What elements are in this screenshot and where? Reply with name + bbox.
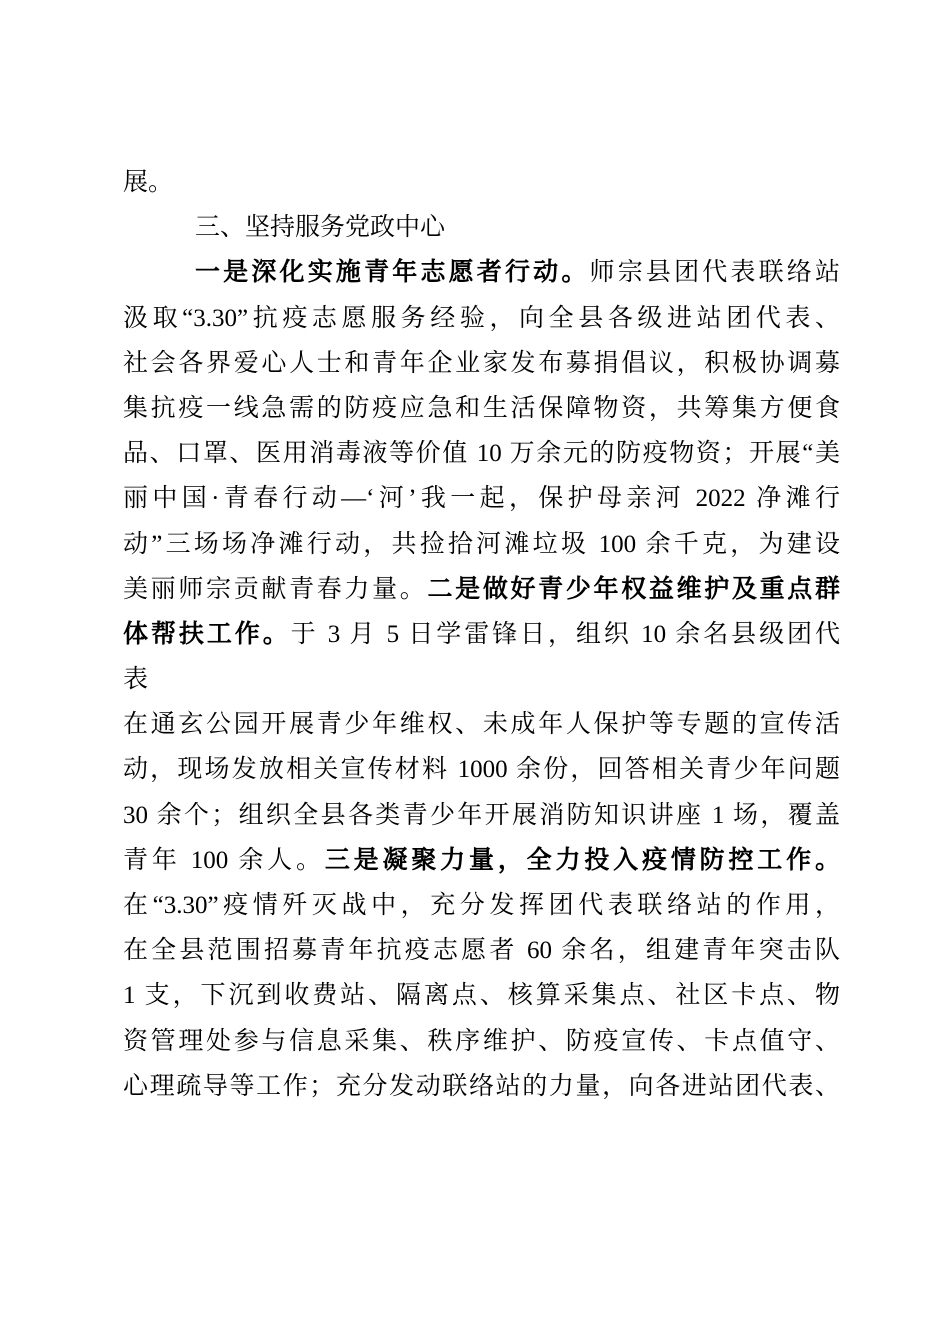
text-line: [123, 205, 840, 250]
text-line: [123, 476, 840, 521]
text-line: [123, 702, 840, 747]
text-run: 展。: [123, 169, 174, 196]
text-run: 30 余个；组织全县各类青少年开展消防知识讲座 1 场，覆盖: [123, 801, 840, 829]
text-run: 心理疏导等工作；充分发动联络站的力量，向各进站团代表、: [123, 1072, 840, 1100]
text-line: [123, 431, 840, 476]
text-line: [123, 160, 840, 205]
text-run: 汲取“3.30”抗疫志愿服务经验，向全县各级进站团代表、: [123, 304, 840, 332]
document-text-block: [123, 160, 840, 1109]
text-line: [123, 1064, 840, 1109]
text-line: [123, 612, 840, 657]
bold-text-run: 三是凝聚力量，全力投入疫情防控工作。: [324, 845, 840, 874]
text-run: 动”三场场净滩行动，共捡拾河滩垃圾 100 余千克，为建设: [123, 530, 840, 558]
text-run: 丽中国·青春行动—‘河’我一起，保护母亲河 2022 净滩行: [123, 485, 840, 513]
text-run: 三、坚持服务党政中心: [195, 214, 446, 242]
text-run: 在全县范围招募青年抗疫志愿者 60 余名，组建青年突击队: [123, 937, 840, 965]
text-line: [123, 1019, 840, 1064]
text-line: [123, 386, 840, 431]
text-line: [123, 973, 840, 1018]
text-line: [123, 883, 840, 928]
text-run: 在“3.30”疫情歼灭战中，充分发挥团代表联络站的作用，: [123, 892, 840, 919]
text-line: [123, 838, 840, 883]
text-run: 美丽师宗贡献青春力量。: [123, 575, 428, 603]
text-run: 青年 100 余人。: [123, 846, 325, 874]
text-run: 品、口罩、医用消毒液等价值 10 万余元的防疫物资；开展“美: [123, 440, 840, 468]
text-line: [123, 747, 840, 792]
text-line: [123, 793, 840, 838]
text-run: 表: [123, 666, 149, 694]
text-line: [123, 341, 840, 386]
text-line: [123, 522, 840, 567]
text-line: [123, 928, 840, 973]
text-run: 社会各界爱心人士和青年企业家发布募捐倡议，积极协调募: [123, 349, 840, 377]
text-run: 集抗疫一线急需的防疫应急和生活保障物资，共筹集方便食: [123, 394, 840, 422]
text-line: [123, 250, 840, 295]
bold-text-run: 二是做好青少年权益维护及重点群: [427, 574, 840, 603]
bold-text-run: 体帮扶工作。: [123, 619, 291, 648]
text-run: 于 3 月 5 日学雷锋日，组织 10 余名县级团代: [290, 620, 840, 648]
bold-text-run: 一是深化实施青年志愿者行动。: [195, 258, 590, 287]
text-line: [123, 296, 840, 341]
text-run: 师宗县团代表联络站: [589, 259, 840, 287]
text-run: 资管理处参与信息采集、秩序维护、防疫宣传、卡点值守、: [123, 1027, 840, 1055]
text-line: [123, 657, 840, 702]
text-run: 在通玄公园开展青少年维权、未成年人保护等专题的宣传活: [123, 711, 840, 739]
text-line: [123, 567, 840, 612]
text-run: 1 支，下沉到收费站、隔离点、核算采集点、社区卡点、物: [123, 982, 840, 1010]
text-run: 动，现场发放相关宣传材料 1000 余份，回答相关青少年问题: [123, 756, 840, 784]
